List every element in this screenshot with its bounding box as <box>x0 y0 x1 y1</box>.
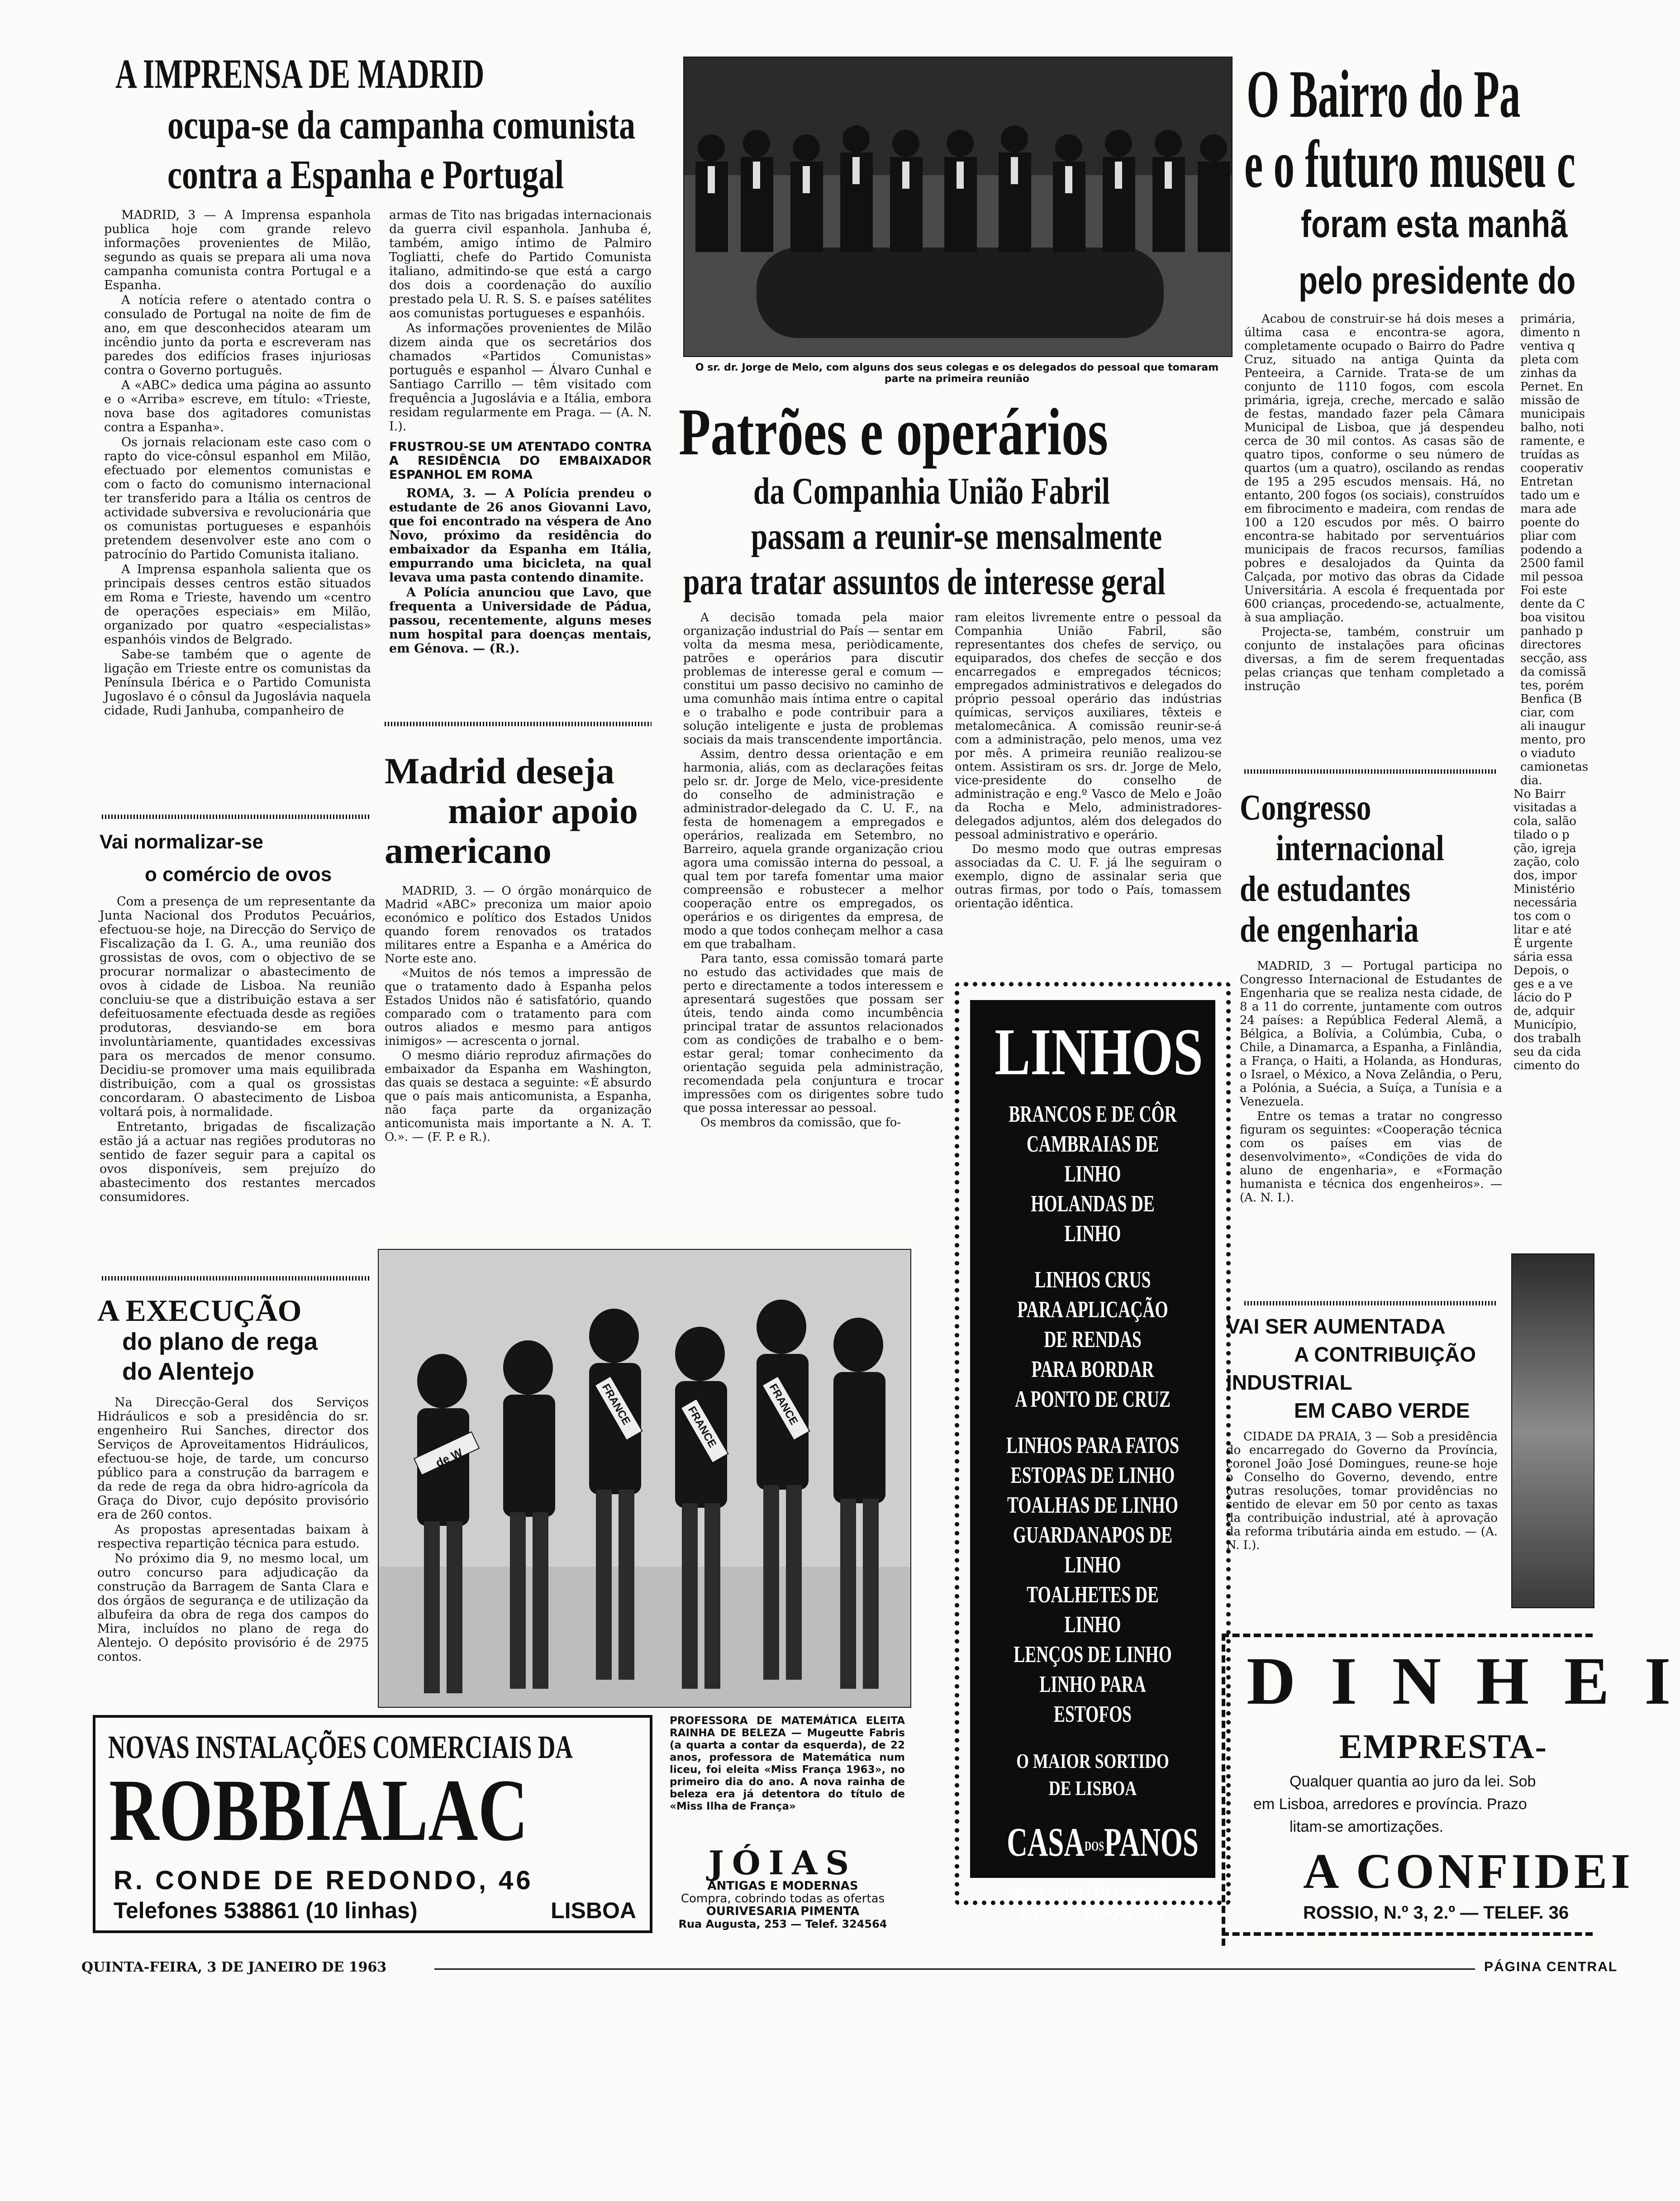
joias-line2: Compra, cobrindo todas as ofertas <box>681 1892 885 1906</box>
linhos-group-2: LINHOS CRUS PARA APLICAÇÃO DE RENDAS PARA BORDAR A PONTO DE CRUZ <box>1015 1267 1171 1412</box>
ovos-text: Com a presença de um representante da Junta Nacional dos Produtos Pecuários, efectuou-se hoje, na Direcção do Serviço de Fiscalização da I. G. A., uma reunião dos grossistas de ovos, com o objectivo de se procurar normalizar o abastecimento de ovos à cidade de Lisboa. Na reunião concluiu-se que a distribuição estava a ser defeituosamente efectuada desde as regiões produtoras, desviando-se em bora involuntàriamente, quantidades excessivas para os mercados de menor consumo. Decidiu-se promover uma mais equilibrada distribuição, com a qual os grossistas concordaram. O abastecimento de Lisboa voltará pois, à normalidade. Entretanto, brigadas de fiscalização estão já a actuar nas regiões produtoras no sentido de fazer seguir para a capital os ovos disponíveis, sem prejuízo do abastecimento dos restantes mercados consumidores. <box>100 895 376 1204</box>
joias-line4: Rua Augusta, 253 — Telef. 324564 <box>678 1918 887 1930</box>
joias-line3: OURIVESARIA PIMENTA <box>706 1905 860 1918</box>
madrid-col-1: MADRID, 3 — A Imprensa espanhola publica hoje com grande relevo informações provenientes de Milão, segundo as quais se prepara ali uma nova campanha comunista contra Portugal e a Espanha. A notícia refere o atentado contra o consulado de Portugal na noite de fim de ano, em que desconhecidos atearam um incêndio junto da porta e escreveram nas paredes dos edifícios frases injuriosas contra o Governo português. A «ABC» dedica uma página ao assunto e o «Arriba» escreve, em título: «Trieste, nova base dos agitadores comunistas contra a Espanha». Os jornais relacionam este caso com o rapto do vice-cônsul espanhol em Milão, efectuado por elementos comunistas e com o facto do comunismo internacional ter transferido para a Itália os centros de actividade subversiva e revolucionária que os comunistas portugueses e espanhóis pretendem desenvolver este ano com o patrocínio do Partido Comunista italiano. A Imprensa espanhola salienta que os principais desses centros estão situados em Roma e Trieste, havendo um «centro de operações especiais» em Milão, organizado por quatro «especialistas» espanhóis vindos de Belgrado. Sabe-se também que o agente de ligação em Trieste entre os comunistas da Península Ibérica e o Partido Comunista Jugoslavo é o cônsul da Jugoslávia naquela cidade, Rudi Janhuba, companheiro de <box>104 208 371 718</box>
linhos-panel <box>970 1000 1215 1923</box>
robbialac-city: LISBOA <box>551 1898 636 1923</box>
frustrou-title: FRUSTROU-SE UM ATENTADO CONTRA A RESIDÊNCIA DO EMBAIXADOR ESPANHOL EM ROMA <box>389 440 652 482</box>
ovos-title-1: Vai normalizar-se <box>100 831 263 853</box>
execucao-text: Na Direcção-Geral dos Serviços Hidráulicos e sob a presidência do sr. engenheiro Rui Sanches, director dos Serviços de Aproveitamentos Hidráulicos, efectuou-se hoje, de tarde, um concurso público para a construção da barragem e da rede de rega da obra hidro-agrícola da Graça do Divor, cujo depósito provisório era de 260 contos. As propostas apresentadas baixam à respectiva repartição técnica para estudo. No próximo dia 9, no mesmo local, um outro concurso para adjudicação da construção da Barragem de Santa Clara e dos órgãos de segurança e de utilização da albufeira da obra de rega dos campos do Mira, incluídos no plano de rega do Alentejo. O depósito provisório é de 2975 contos. <box>97 1396 369 1664</box>
bairro-col-2: primária, dimento n ventiva q pleta com zinhas da Pernet. En missão de municipais balho, noti ramente, e truídas as cooperativ Entretan tado um e mara ade poente do pliar com podendo a 2500 famil mil pessoa Foi este dente da C boa visitou panhado p directores secção, ass da comissã tes, porém Benfica (B ciar, com ali inaugur mento, pro o viaduto camionetas dia. <box>1520 312 1589 787</box>
linhos-group-3: LINHOS PARA FATOS ESTOPAS DE LINHO TOALHAS DE LINHO GUARDANAPOS DE LINHO TOALHETES DE LINHO LENÇOS DE LINHO LINHO PARA ESTOFOS <box>1006 1433 1180 1727</box>
bairro-photo <box>1511 1253 1594 1608</box>
patroes-col-2: ram eleitos livremente entre o pessoal da Companhia União Fabril, são representantes dos chefes de serviço, ou equiparados, dos chefes de secção e dos encarregados e empregados técnicos; empregados administrativos e delegados do próprio pessoal operário das indústrias químicas, serviços auxiliares, têxteis e metalomecânica. A comissão reunir-se-á com a administração, pelo menos, uma vez por mês. A primeira reunião realizou-se ontem. Assistiram os srs. dr. Jorge de Melo, vice-presidente do conselho de administração e eng.º Vasco de Melo e João da Rocha e Melo, administradores-delegados adjuntos, além dos delegados do pessoal administrativo e operário. Do mesmo modo que outras empresas associadas da C. U. F. já lhe seguiram o exemplo, digno de assinalar seria que outras firmas, por todo o País, tomassem orientação idêntica. <box>955 611 1222 910</box>
dinheiro-line1: Qualquer quantia ao juro da lei. Sob <box>1290 1773 1536 1790</box>
caboverde-article <box>1226 1312 1498 1553</box>
madrid-subtitle-2: contra a Espanha e Portugal <box>167 152 564 197</box>
bairro-col-1: Acabou de construir-se há dois meses a última casa e encontra-se agora, completamente ocupado o Bairro do Padre Cruz, situado na antiga Quinta da Penteeira, a Carnide. Trata-se de um conjunto de 1110 fogos, com escola primária, igreja, creche, mercado e salão de festas, mandado fazer pela Câmara Municipal de Lisboa, que já despendeu cerca de 30 mil contos. As casas são de quatro tipos, conforme o seu número de quartos (um a quatro), oscilando as rendas de 195 a 295 escudos mensais. Há, no entanto, 200 fogos (os sociais), construídos em fibrocimento e madeira, com rendas de 100 a 120 escudos por mês. O bairro encontra-se habitado por serventuários municipais de fracos recursos, famílias pobres e desalojados da Quinta da Calçada, por motivo das obras da Cidade Universitária. A escola é frequentada por 600 crianças, procedendo-se, actualmente, à sua ampliação. Projecta-se, também, construir um conjunto de instalações para oficinas diversas, a fim de serem frequentadas pelas crianças que tenham completado a instrução <box>1244 312 1504 693</box>
divider <box>385 722 652 726</box>
congresso-title-2: internacional <box>1276 829 1444 868</box>
ovos-article <box>100 830 376 1205</box>
bairro-title-3: foram esta manhã <box>1301 203 1568 245</box>
robbialac-line1: NOVAS INSTALAÇÕES COMERCIAIS DA <box>108 1729 573 1765</box>
apoio-text: MADRID, 3. — O órgão monárquico de Madrid «ABC» preconiza um maior apoio económico e político dos Estados Unidos quando forem renovados os tratados militares entre a Espanha e a América do Norte este ano. «Muitos de nós temos a impressão de que o tratamento dado à Espanha pelos Estados Unidos não é satisfatório, quando comparado com o tratamento para com outros aliados e mesmo para antigos inimigos» — acrescenta o jornal. O mesmo diário reproduz afirmações do embaixador da Espanha em Washington, das quais se destaca a seguinte: «É absurdo que o país mais anticomunista, a Espanha, não faça parte da organização anticomunista mais importante a N. A. T. O.». — (F. P. e R.). <box>385 884 652 1144</box>
joias-title: JÓIAS <box>708 1844 857 1882</box>
linhos-group-1: BRANCOS E DE CÔR CAMBRAIAS DE LINHO HOLANDAS DE LINHO <box>1009 1101 1177 1247</box>
beauty-queens-image <box>379 1250 910 1707</box>
dinheiro-border-bottom <box>1222 1932 1593 1940</box>
congresso-title-4: de engenharia <box>1240 910 1419 950</box>
divider <box>1244 1301 1498 1305</box>
caboverde-title-2: A CONTRIBUIÇÃO <box>1294 1343 1476 1366</box>
dinheiro-sub: EMPRESTA- <box>1339 1728 1547 1766</box>
dinheiro-title: D I N H E I <box>1247 1644 1680 1719</box>
congresso-text: MADRID, 3 — Portugal participa no Congresso Internacional de Estudantes de Engenharia que se realiza nesta cidade, de 8 a 11 do corrente, juntamente com outros 24 países: a República Federal Alemã, a Bélgica, a Bolívia, a Colúmbia, Cuba, o Chile, a Dinamarca, a Espanha, a Finlândia, a França, o Haiti, a Holanda, as Honduras, o Israel, o México, a Nova Zelândia, o Peru, a Polónia, a Suécia, a Suíça, a Tunísia e a Venezuela. Entre os temas a tratar no congresso figuram os seguintes: «Cooperação técnica com os países em vias de desenvolvimento», «Condições de vida do aluno de engenharia», e «Formação humanista e técnica dos engenheiros». — (A. N. I.). <box>1240 959 1502 1205</box>
beauty-queens-caption: PROFESSORA DE MATEMÁTICA ELEITA RAINHA DE BELEZA — Mugeutte Fabris (a quarta a contar da esquerda), de 22 anos, professora de Matemática num liceu, foi eleita «Miss França 1963», no primeiro dia do ano. A nova rainha de beleza era já detentora do título de «Miss Ilha de França» <box>670 1715 905 1812</box>
congresso-title-3: de estudantes <box>1240 869 1411 909</box>
dinheiro-address: ROSSIO, N.º 3, 2.º — TELEF. 36 <box>1303 1903 1569 1923</box>
patroes-col-1: A decisão tomada pela maior organização industrial do País — sentar em volta da mesma mesa, periòdicamente, patrões e operários para discutir problemas de interesse geral e comum — constitui um passo decisivo no caminho de uma comunhão mais íntima entre o capital e o trabalho e pode contribuir para a solução inteligente e justa de problemas sociais da mais transcendente importância. Assim, dentro dessa orientação e em harmonia, aliás, com as declarações feitas pelo sr. dr. Jorge de Melo, vice-presidente do conselho de administração e administrador-delegado da C. U. F., na festa de homenagem a empregados e operários, realizada em Setembro, no Barreiro, aquela grande organização criou agora uma comissão interna do pessoal, a qual tem por tarefa fomentar uma maior compreensão e robustecer a melhor cooperação entre os empregados, os operários e os dirigentes da empresa, de modo a que todos conheçam melhor a casa em que trabalham. Para tanto, essa comissão tomará parte no estudo das actividades que mais de perto e directamente a todos interessem e apresentará sugestões que possam ser úteis, tendo ainda como incumbência principal tratar de assuntos relacionados com as condições de trabalho e o bem-estar geral; tomar conhecimento da orientação seguida pela administração, recomendada pela conjuntura e trocar impressões com os dirigentes sobre tudo que possa interessar ao pessoal. Os membros da comissão, que fo- <box>683 611 943 1129</box>
linhos-casa-dos-panos: CASADOSPANOS <box>1007 1820 1199 1865</box>
dinheiro-brand: A CONFIDEI <box>1303 1844 1634 1899</box>
robbialac-brand: ROBBIALAC <box>109 1761 528 1859</box>
linhos-title: LINHOS <box>995 1015 1203 1089</box>
madrid-col-2: armas de Tito nas brigadas internacionais da guerra civil espanhola. Janhuba é, também, amigo íntimo de Palmiro Togliatti, chefe do Partido Comunista italiano, admitindo-se que está a cargo dos dois a coordenação do auxílio prestado pela U. R. S. S. e países satélites aos comunistas portugueses e espanhóis. As informações provenientes de Milão dizem ainda que os secretários dos chamados «Partidos Comunistas» português e espanhol — Álvaro Cunhal e Santiago Carrillo — têm visitado com frequência a Jugoslávia e a Itália, embora residam regularmente em Praga. — (A. N. I.). FRUSTROU-SE UM ATENTADO CONTRA A RESIDÊNCIA DO EMBAIXADOR ESPANHOL EM ROMA ROMA, 3. — A Polícia prendeu o estudante de 26 anos Giovanni Lavo, que foi encontrado na véspera de Ano Novo, próximo da residência do embaixador da Espanha em Itália, empurrando uma bicicleta, na qual levava uma pasta contendo dinamite. A Polícia anunciou que Lavo, que frequenta a Universidade de Pádua, passou, recentemente, alguns meses num hospital para doenças mentais, em Génova. — (R.). <box>389 208 652 656</box>
page-footer <box>81 1959 1618 1982</box>
dinheiro-line3: litam-se amortizações. <box>1290 1818 1444 1835</box>
madrid-subtitle-1: ocupa-se da campanha comunista <box>167 103 636 148</box>
footer-line <box>434 1968 1475 1970</box>
bairro-title-4: pelo presidente do <box>1299 259 1576 302</box>
dinheiro-ad <box>1222 1634 1680 1950</box>
madrid-title: A IMPRENSA DE MADRID <box>115 51 485 97</box>
meeting-photo-caption: O sr. dr. Jorge de Melo, com alguns dos seus colegas e os delegados do pessoal que tomaram parte na primeira reunião <box>695 362 1219 385</box>
beauty-queens-photo <box>378 1249 911 1708</box>
patroes-title-3: passam a reunir-se mensalmente <box>751 515 1162 557</box>
sash-label: FRANCE <box>599 1382 633 1427</box>
execucao-title-3: do Alentejo <box>122 1358 254 1385</box>
caboverde-title-3: INDUSTRIAL <box>1226 1371 1352 1394</box>
ovos-title-2: o comércio de ovos <box>145 863 332 886</box>
divider <box>102 1276 371 1281</box>
patroes-title-1: Patrões e operários <box>679 395 1108 469</box>
robbialac-address: R. CONDE DE REDONDO, 46 <box>114 1866 533 1895</box>
congresso-title-1: Congresso <box>1240 788 1371 828</box>
congresso-article <box>1240 787 1502 1205</box>
apoio-title-1: Madrid deseja <box>385 750 614 791</box>
linhos-ad <box>955 982 1231 1923</box>
sash-label: de W <box>433 1445 465 1470</box>
apoio-title-2: maior apoio <box>448 790 638 831</box>
linhos-sortido: O MAIOR SORTIDO DE LISBOA <box>1016 1749 1169 1800</box>
sash-label: FRANCE <box>685 1404 719 1450</box>
patroes-title-4: para tratar assuntos de interesse geral <box>683 561 1166 603</box>
divider <box>102 815 371 819</box>
dinheiro-line2: em Lisboa, arredores e província. Prazo <box>1253 1796 1527 1813</box>
bairro-title-2: e o futuro museu c <box>1244 127 1575 202</box>
footer-date: QUINTA-FEIRA, 3 DE JANEIRO DE 1963 <box>81 1959 387 1975</box>
madrid-article <box>90 52 656 785</box>
bairro-article <box>1240 50 1593 787</box>
sash-label: FRANCE <box>766 1382 800 1427</box>
linhos-address: R. DE S. JULIÃO-ESQUINA DA R. DOS FANQUEIROS <box>1015 1886 1171 1923</box>
joias-line1: ANTIGAS E MODERNAS <box>707 1879 858 1893</box>
divider <box>1244 769 1498 774</box>
dinheiro-border-left <box>1222 1634 1234 1946</box>
caboverde-text: CIDADE DA PRAIA, 3 — Sob a presidência do encarregado do Governo da Província, coronel João José Domingues, reune-se hoje o Conselho do Governo, devendo, entre outras resoluções, tomar providências no sentido de elevar em 50 por cento as taxas da contribuição industrial, até à aprovação da reforma tributária ainda em estudo. — (A. N. I.). <box>1226 1430 1498 1552</box>
apoio-article <box>385 751 652 1145</box>
apoio-title-3: americano <box>385 830 552 871</box>
joias-ad <box>647 1846 919 1932</box>
execucao-article <box>97 1294 369 1665</box>
robbialac-phones: Telefones 538861 (10 linhas) <box>114 1898 418 1923</box>
caboverde-title-4: EM CABO VERDE <box>1294 1399 1470 1422</box>
bairro-col-2b: No Bairr visitadas a cola, salão tilado o p ção, igreja zação, colo dos, impor Ministério necessária tos com o litar e até É urgente sária essa Depois, o ges e a ve lácio do P de, adquir Município, dos trabalh seu da cida cimento do <box>1513 787 1581 1072</box>
bairro-title-1: O Bairro do Pa <box>1247 57 1521 132</box>
meeting-photo <box>683 57 1233 357</box>
execucao-title-1: A EXECUÇÃO <box>97 1293 302 1328</box>
meeting-photo-image <box>684 57 1232 356</box>
patroes-title-2: da Companhia União Fabril <box>753 470 1110 512</box>
execucao-title-2: do plano de rega <box>122 1328 318 1355</box>
caboverde-title-1: VAI SER AUMENTADA <box>1226 1315 1446 1338</box>
footer-page: PÁGINA CENTRAL <box>1484 1959 1618 1974</box>
robbialac-ad <box>93 1715 652 1933</box>
